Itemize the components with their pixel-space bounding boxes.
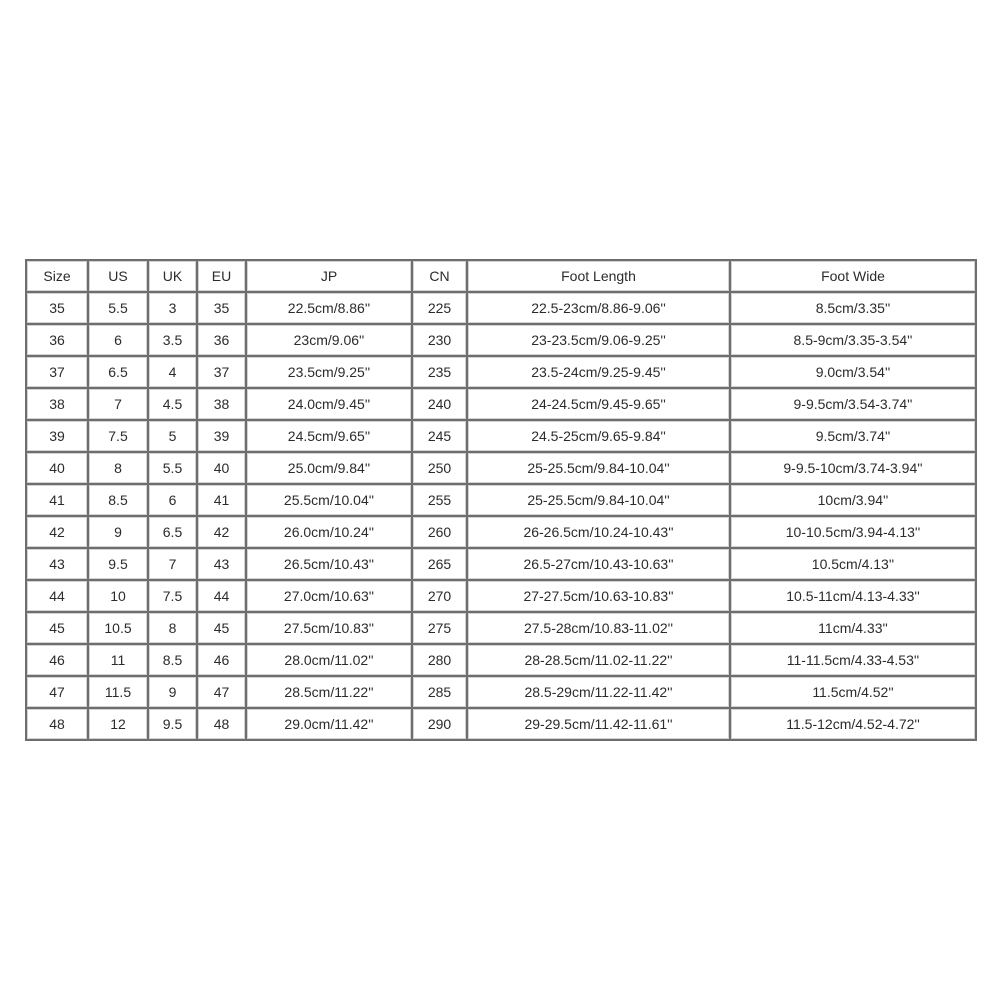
header-cell: Size — [27, 261, 89, 293]
header-cell: Foot Length — [468, 261, 731, 293]
table-cell: 46 — [198, 645, 247, 677]
table-cell: 8.5-9cm/3.35-3.54'' — [731, 325, 977, 357]
table-cell: 35 — [198, 293, 247, 325]
table-cell: 47 — [198, 677, 247, 709]
table-cell: 8.5cm/3.35'' — [731, 293, 977, 325]
table-cell: 48 — [198, 709, 247, 741]
table-cell: 8.5 — [149, 645, 198, 677]
table-body — [27, 293, 977, 741]
table-cell: 285 — [413, 677, 468, 709]
table-cell: 290 — [413, 709, 468, 741]
table-cell: 46 — [27, 645, 89, 677]
table-cell: 45 — [198, 613, 247, 645]
table-cell: 43 — [198, 549, 247, 581]
table-cell: 24.5-25cm/9.65-9.84'' — [468, 421, 731, 453]
table-cell: 40 — [198, 453, 247, 485]
table-cell: 23.5cm/9.25'' — [247, 357, 413, 389]
table-row — [27, 453, 977, 485]
header-cell: US — [89, 261, 149, 293]
table-cell: 41 — [27, 485, 89, 517]
table-cell: 11 — [89, 645, 149, 677]
table-cell: 9.5cm/3.74'' — [731, 421, 977, 453]
table-cell: 25-25.5cm/9.84-10.04'' — [468, 485, 731, 517]
table-cell: 22.5cm/8.86'' — [247, 293, 413, 325]
table-cell: 265 — [413, 549, 468, 581]
table-cell: 10cm/3.94'' — [731, 485, 977, 517]
table-cell: 27.0cm/10.63'' — [247, 581, 413, 613]
table-row — [27, 581, 977, 613]
table-cell: 4 — [149, 357, 198, 389]
table-cell: 29-29.5cm/11.42-11.61'' — [468, 709, 731, 741]
table-row — [27, 421, 977, 453]
table-cell: 280 — [413, 645, 468, 677]
table-row — [27, 613, 977, 645]
table-cell: 7 — [89, 389, 149, 421]
table-cell: 40 — [27, 453, 89, 485]
table-cell: 39 — [27, 421, 89, 453]
table-cell: 9.5 — [149, 709, 198, 741]
table-cell: 11.5-12cm/4.52-4.72'' — [731, 709, 977, 741]
table-cell: 25-25.5cm/9.84-10.04'' — [468, 453, 731, 485]
table-cell: 41 — [198, 485, 247, 517]
table-row — [27, 357, 977, 389]
table-cell: 11.5 — [89, 677, 149, 709]
table-cell: 38 — [27, 389, 89, 421]
table-cell: 240 — [413, 389, 468, 421]
table-cell: 27.5cm/10.83'' — [247, 613, 413, 645]
table-cell: 7.5 — [89, 421, 149, 453]
table-cell: 45 — [27, 613, 89, 645]
table-cell: 6 — [149, 485, 198, 517]
size-chart-table — [25, 259, 977, 741]
table-cell: 23-23.5cm/9.06-9.25'' — [468, 325, 731, 357]
table-cell: 9-9.5-10cm/3.74-3.94'' — [731, 453, 977, 485]
table-cell: 235 — [413, 357, 468, 389]
table-cell: 9 — [89, 517, 149, 549]
table-cell: 23.5-24cm/9.25-9.45'' — [468, 357, 731, 389]
table-cell: 5.5 — [89, 293, 149, 325]
table-cell: 37 — [198, 357, 247, 389]
table-cell: 9.5 — [89, 549, 149, 581]
table-cell: 36 — [27, 325, 89, 357]
table-cell: 6.5 — [149, 517, 198, 549]
table-row — [27, 293, 977, 325]
table-cell: 23cm/9.06'' — [247, 325, 413, 357]
table-cell: 28.5-29cm/11.22-11.42'' — [468, 677, 731, 709]
table-cell: 42 — [27, 517, 89, 549]
table-row — [27, 389, 977, 421]
table-cell: 26.5cm/10.43'' — [247, 549, 413, 581]
header-cell: CN — [413, 261, 468, 293]
header-cell: UK — [149, 261, 198, 293]
table-cell: 27.5-28cm/10.83-11.02'' — [468, 613, 731, 645]
table-cell: 22.5-23cm/8.86-9.06'' — [468, 293, 731, 325]
table-cell: 9.0cm/3.54'' — [731, 357, 977, 389]
table-row — [27, 485, 977, 517]
table-cell: 7 — [149, 549, 198, 581]
table-cell: 26.5-27cm/10.43-10.63'' — [468, 549, 731, 581]
table-cell: 9-9.5cm/3.54-3.74'' — [731, 389, 977, 421]
table-cell: 11cm/4.33'' — [731, 613, 977, 645]
table-row — [27, 677, 977, 709]
header-cell: JP — [247, 261, 413, 293]
table-cell: 44 — [198, 581, 247, 613]
table-cell: 8 — [89, 453, 149, 485]
table-cell: 9 — [149, 677, 198, 709]
table-cell: 260 — [413, 517, 468, 549]
table-cell: 37 — [27, 357, 89, 389]
table-cell: 28.0cm/11.02'' — [247, 645, 413, 677]
table-cell: 3 — [149, 293, 198, 325]
table-cell: 28-28.5cm/11.02-11.22'' — [468, 645, 731, 677]
table-cell: 29.0cm/11.42'' — [247, 709, 413, 741]
table-cell: 43 — [27, 549, 89, 581]
table-cell: 26.0cm/10.24'' — [247, 517, 413, 549]
table-cell: 275 — [413, 613, 468, 645]
table-cell: 10-10.5cm/3.94-4.13'' — [731, 517, 977, 549]
table-cell: 24-24.5cm/9.45-9.65'' — [468, 389, 731, 421]
header-cell: Foot Wide — [731, 261, 977, 293]
table-cell: 245 — [413, 421, 468, 453]
table-cell: 47 — [27, 677, 89, 709]
table-cell: 10 — [89, 581, 149, 613]
table-cell: 11-11.5cm/4.33-4.53'' — [731, 645, 977, 677]
table-cell: 28.5cm/11.22'' — [247, 677, 413, 709]
table-row — [27, 709, 977, 741]
table-cell: 36 — [198, 325, 247, 357]
table-row — [27, 325, 977, 357]
table-cell: 7.5 — [149, 581, 198, 613]
header-row — [27, 261, 977, 293]
table-cell: 5 — [149, 421, 198, 453]
table-cell: 10.5-11cm/4.13-4.33'' — [731, 581, 977, 613]
table-cell: 8.5 — [89, 485, 149, 517]
table-cell: 3.5 — [149, 325, 198, 357]
table-cell: 10.5cm/4.13'' — [731, 549, 977, 581]
table-cell: 4.5 — [149, 389, 198, 421]
table-cell: 11.5cm/4.52'' — [731, 677, 977, 709]
table-cell: 25.5cm/10.04'' — [247, 485, 413, 517]
table-cell: 8 — [149, 613, 198, 645]
table-row — [27, 517, 977, 549]
table-cell: 42 — [198, 517, 247, 549]
table-cell: 6 — [89, 325, 149, 357]
table-cell: 24.0cm/9.45'' — [247, 389, 413, 421]
table-cell: 48 — [27, 709, 89, 741]
table-cell: 225 — [413, 293, 468, 325]
table-cell: 26-26.5cm/10.24-10.43'' — [468, 517, 731, 549]
table-cell: 270 — [413, 581, 468, 613]
header-cell: EU — [198, 261, 247, 293]
table-cell: 6.5 — [89, 357, 149, 389]
table-cell: 12 — [89, 709, 149, 741]
table-cell: 38 — [198, 389, 247, 421]
table-cell: 250 — [413, 453, 468, 485]
table-cell: 10.5 — [89, 613, 149, 645]
table-cell: 255 — [413, 485, 468, 517]
table-cell: 24.5cm/9.65'' — [247, 421, 413, 453]
table-cell: 25.0cm/9.84'' — [247, 453, 413, 485]
table-row — [27, 645, 977, 677]
table-cell: 5.5 — [149, 453, 198, 485]
table-cell: 44 — [27, 581, 89, 613]
table-cell: 35 — [27, 293, 89, 325]
table-cell: 230 — [413, 325, 468, 357]
table-cell: 39 — [198, 421, 247, 453]
table-row — [27, 549, 977, 581]
table-cell: 27-27.5cm/10.63-10.83'' — [468, 581, 731, 613]
